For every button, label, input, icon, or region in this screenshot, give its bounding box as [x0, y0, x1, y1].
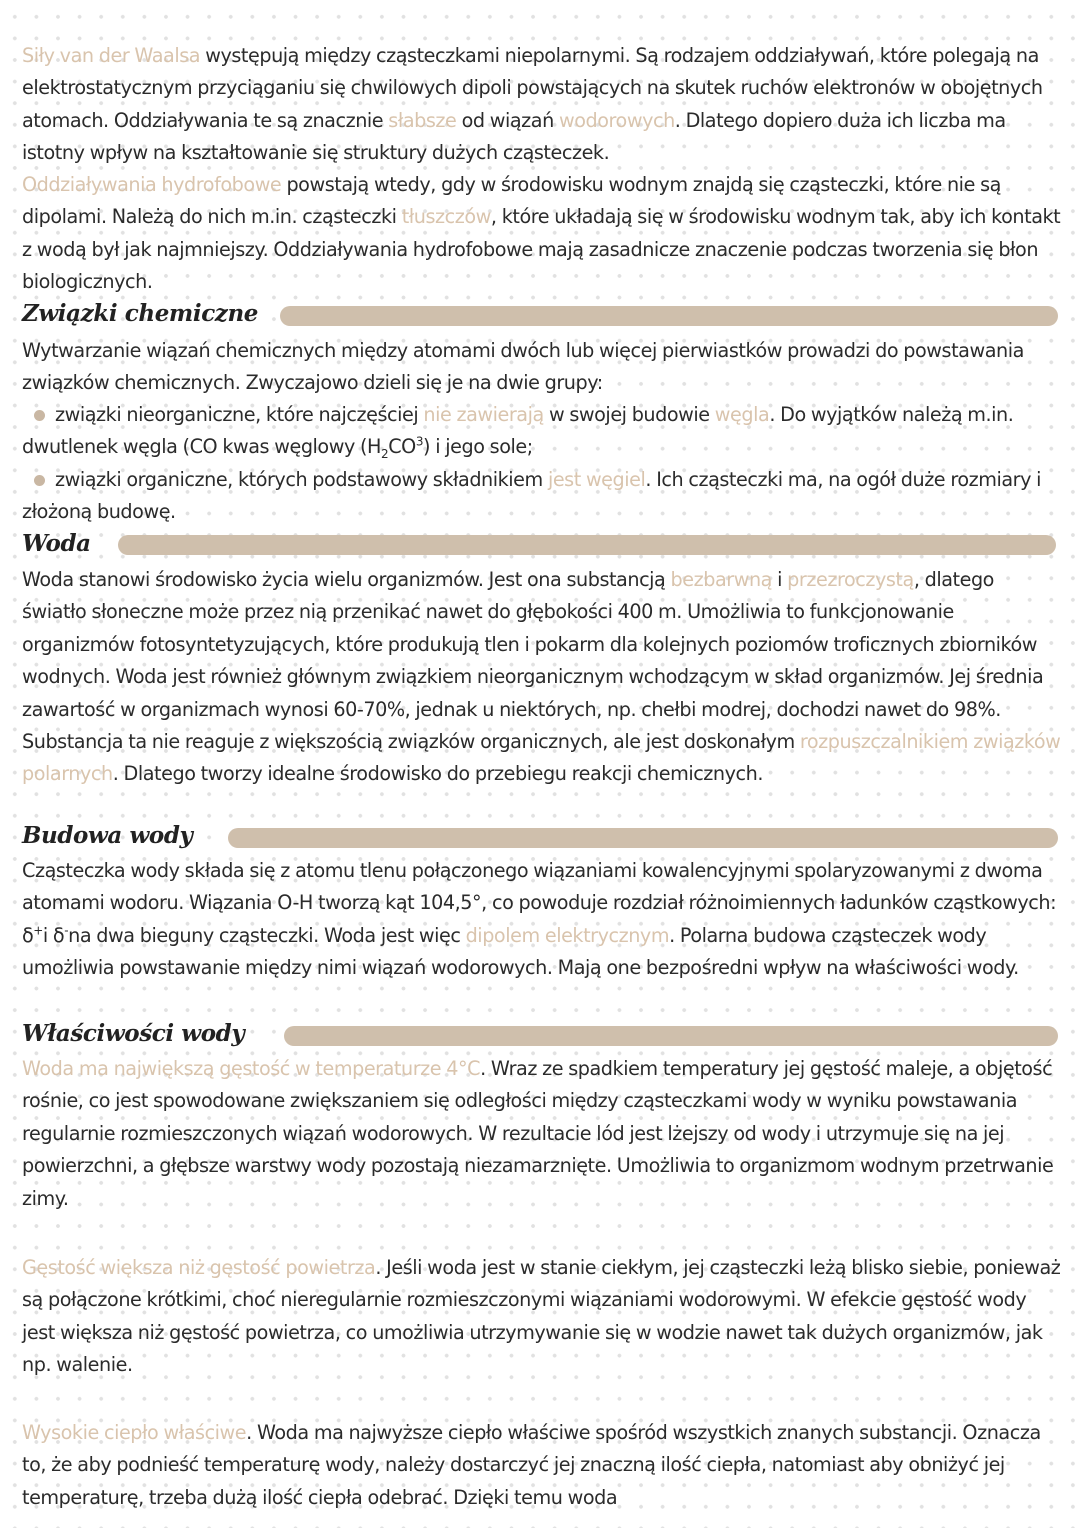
- bullet-text: związki nieorganiczne, które najczęściej: [55, 403, 424, 426]
- heading-bar-compounds: [280, 306, 1058, 326]
- water-hl-transparent: przezroczystą: [787, 568, 914, 591]
- properties-text-2: . Jeśli woda jest w stanie ciekłym, jej cząsteczki leżą blisko siebie, ponieważ są połączone krótkimi, choć nieregularnie rozmieszczonymi wiązaniami wodorowymi. W efekcie gęstość wody jest większa niż gęstość powietrza, co umożliwia utrzymywanie się w wodzie nawet tak dużych organizmów, jak np. walenie.: [22, 1256, 1061, 1377]
- vdw-hydrogen: wodorowych: [558, 108, 675, 132]
- vdw-weaker: słabsze: [388, 108, 457, 132]
- bullet-hl-carbon: węgla: [714, 403, 770, 426]
- water-text-and: i: [771, 568, 788, 591]
- vdw-text-3: . Dlatego dopiero duża ich liczba ma istotny wpływ na kształtowanie się struktury dużych cząsteczek.: [22, 108, 1006, 165]
- bullet-text-2: w swojej budowie: [543, 403, 715, 426]
- section-title-water: Woda: [22, 530, 91, 557]
- bullet-text-2: . Ich cząsteczki ma, na ogół duże rozmiary i złożoną budowę.: [22, 468, 1042, 524]
- bullet-dot: [34, 410, 45, 421]
- properties-hl-air: Gęstość większa niż gęstość powietrza: [22, 1256, 376, 1279]
- water-hl-colorless: bezbarwną: [670, 568, 772, 591]
- vdw-term: Siły van der Waalsa: [22, 44, 201, 67]
- vdw-paragraph: [22, 40, 1062, 170]
- bullet-text-3: . Do wyjątków należą m.in. dwutlenek węgla (CO kwas węglowy (H: [22, 403, 1014, 459]
- heading-bar-structure: [228, 828, 1058, 848]
- formula-sub: 2: [381, 447, 389, 462]
- formula-sup: 3: [415, 435, 424, 450]
- bullet-dot: [34, 475, 45, 486]
- delta-minus: -: [64, 923, 69, 938]
- hydrophobic-text-2: , które układają się w środowisku wodnym tak, aby ich kontakt z wodą był jak najmniejszy. Oddziaływania hydrofobowe mają zasadnicze znaczenie podczas tworzenia się błon biologicznych.: [22, 205, 1061, 294]
- section-title-structure: Budowa wody: [22, 822, 193, 849]
- water-text-2: , dlatego światło słoneczne może przez nią przenikać nawet do głębokości 400 m. Umożliwia to funkcjonowanie organizmów fotosyntetyzujących, które produkują tlen i pokarm dla kolejnych poziomów troficznych zbiorników wodnych. Woda jest również głównym związkiem nieorganicznym wchodzącym w skład organizmów. Jej średnia zawartość w organizmach wynosi 60-70%, jednak u niektórych, np. chełbi modrej, dochodzi nawet do 98%. Substancja ta nie reaguje z większością związków organicznych, ale jest doskonałym: [22, 568, 1044, 754]
- properties-hl-density: Woda ma największą gęstość w temperaturze 4°C: [22, 1057, 481, 1080]
- vdw-text: występują między cząsteczkami niepolarnymi. Są rodzajem oddziaływań, które polegają na elektrostatycznym przyciąganiu się chwilowych dipoli powstających na skutek ruchów elektronów w obojętnych atomach. Oddziaływania te są znacznie: [22, 44, 1043, 132]
- bullet-hl-carbon-is: jest węgiel: [547, 468, 646, 491]
- properties-paragraph-density-air: [22, 1252, 1062, 1382]
- properties-paragraph-specific-heat: [22, 1417, 1062, 1514]
- compounds-bullet-inorganic: [22, 399, 1062, 464]
- structure-hl-dipole: dipolem elektrycznym: [465, 923, 670, 947]
- structure-text-2: i δ: [42, 923, 65, 947]
- properties-text-3: . Woda ma najwyższe ciepło właściwe spośród wszystkich znanych substancji. Oznacza to, że aby podnieść temperaturę wody, należy dostarczyć jej znaczną ilość ciepła, natomiast aby obniżyć jej temperaturę, trzeba dużą ilość ciepła odebrać. Dzięki temu woda: [22, 1421, 1041, 1509]
- properties-hl-heat: Wysokie ciepło właściwe: [22, 1421, 247, 1444]
- bullet-text-4: ) i jego sole;: [423, 435, 533, 459]
- water-text: Woda stanowi środowisko życia wielu organizmów. Jest ona substancją: [22, 568, 671, 591]
- formula-mid: CO: [388, 435, 416, 459]
- structure-text: Cząsteczka wody składa się z atomu tlenu połączonego wiązaniami kowalencyjnymi spolaryzowanymi z dwoma atomami wodoru. Wiązania O-H tworzą kąt 104,5°, co powoduje rozdział różnoimiennych ładunków cząstkowych: δ: [22, 859, 1057, 947]
- compounds-bullet-organic: [22, 464, 1062, 529]
- structure-paragraph: [22, 855, 1062, 985]
- water-paragraph: [22, 564, 1062, 791]
- bullet-hl-no-carbon: nie zawierają: [423, 403, 544, 426]
- section-title-properties: Właściwości wody: [22, 1020, 245, 1047]
- heading-bar-properties: [284, 1026, 1058, 1046]
- hydrophobic-term: Oddziaływania hydrofobowe: [22, 173, 282, 196]
- hydrophobic-fats: tłuszczów: [401, 205, 491, 229]
- heading-bar-water: [118, 535, 1056, 555]
- water-hl-solvent: rozpuszczalnikiem związków polarnych: [22, 730, 1061, 786]
- delta-plus: +: [33, 923, 43, 938]
- properties-paragraph-density-4c: [22, 1053, 1062, 1215]
- water-text-3: . Dlatego tworzy idealne środowisko do przebiegu reakcji chemicznych.: [112, 762, 764, 786]
- hydrophobic-text: powstają wtedy, gdy w środowisku wodnym znajdą się cząsteczki, które nie są dipolami. Należą do nich m.in. cząsteczki: [22, 173, 1001, 229]
- structure-text-4: . Polarna budowa cząsteczek wody umożliwia powstawanie między nimi wiązań wodorowych. Mają one bezpośredni wpływ na właściwości wody.: [22, 923, 1019, 980]
- section-heading-compounds: [22, 300, 1062, 340]
- compounds-paragraph: Wytwarzanie wiązań chemicznych między atomami dwóch lub więcej pierwiastków prowadzi do powstawania związków chemicznych. Zwyczajowo dzieli się je na dwie grupy:: [22, 339, 1024, 395]
- hydrophobic-paragraph: [22, 169, 1062, 299]
- bullet-text: związki organiczne, których podstawowy składnikiem: [55, 468, 548, 491]
- vdw-text-2: od wiązań: [456, 108, 559, 132]
- properties-text: . Wraz ze spadkiem temperatury jej gęstość maleje, a objętość rośnie, co jest spowodowane zwiększaniem się odległości między cząsteczkami wody w wyniku powstawania regularnie rozmieszczonych wiązań wodorowych. W rezultacie lód jest lżejszy od wody i utrzymuje się na jej powierzchni, a głębsze warstwy wody pozostają niezamarznięte. Umożliwia to organizmom wodnym przetrwanie zimy.: [22, 1057, 1054, 1210]
- section-title-compounds: Związki chemiczne: [22, 300, 259, 327]
- structure-text-3: na dwa bieguny cząsteczki. Woda jest więc: [68, 923, 466, 947]
